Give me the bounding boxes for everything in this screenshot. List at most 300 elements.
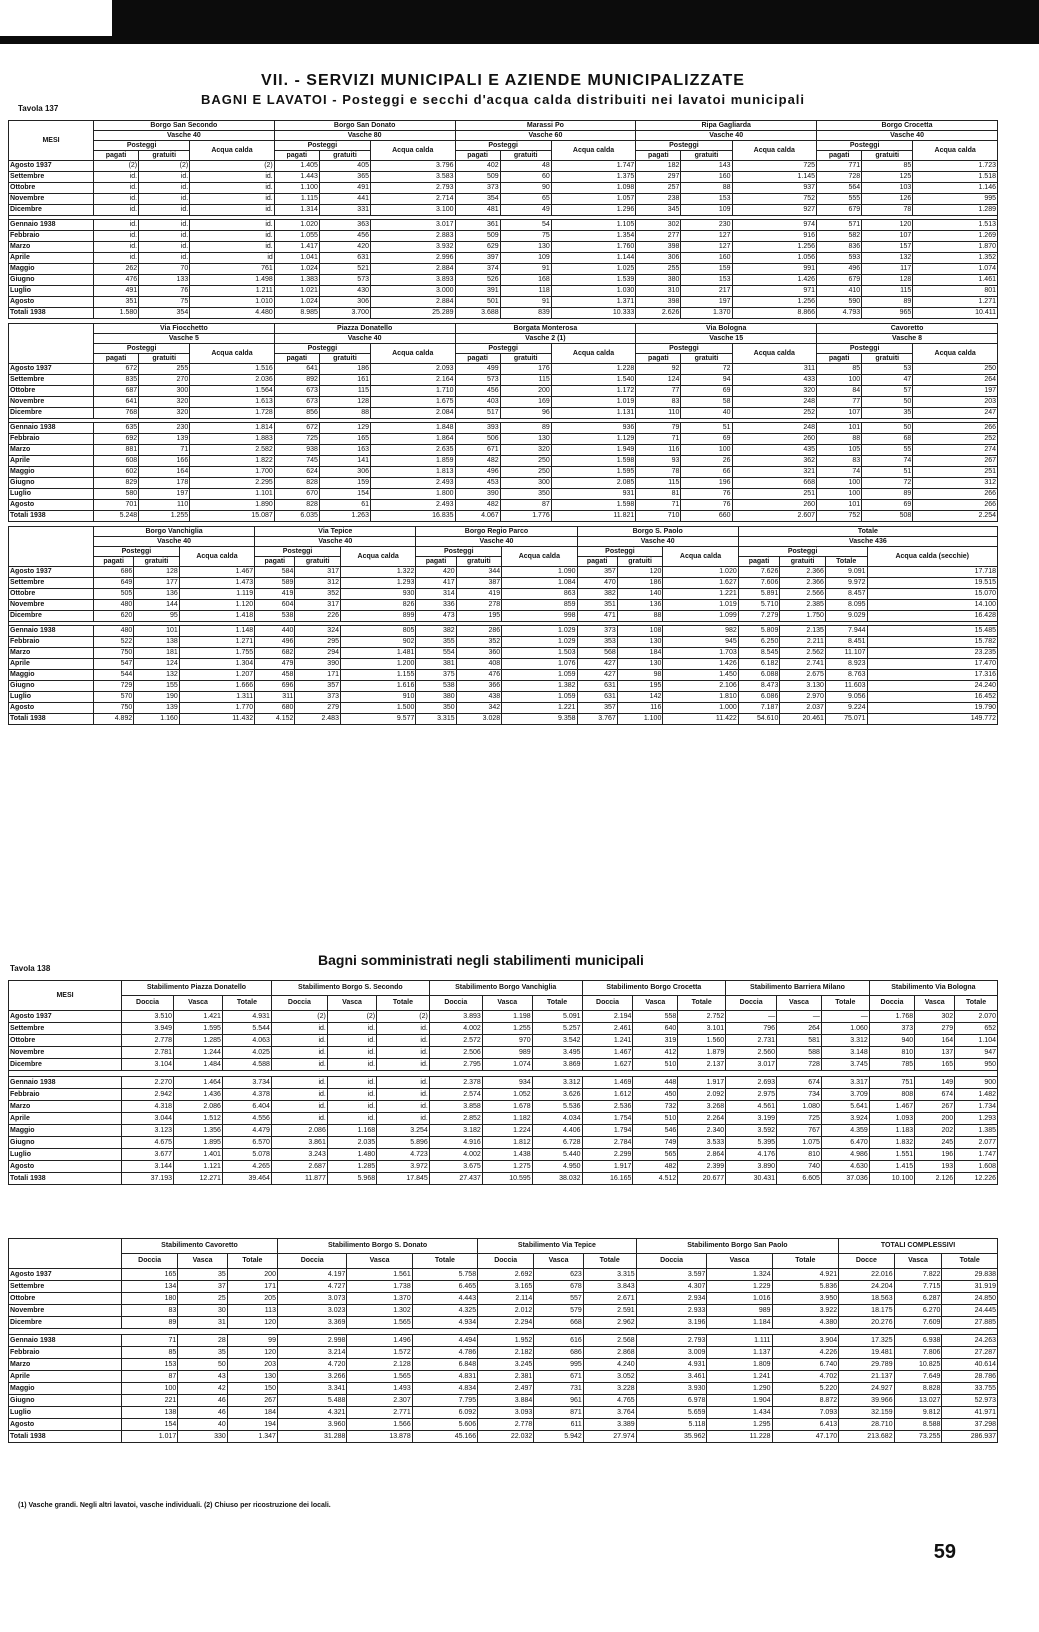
total-value: 11.228 <box>707 1431 772 1443</box>
cell-value: 150 <box>227 1383 277 1395</box>
cell-value: 768 <box>94 408 139 419</box>
totali-value: 41.971 <box>942 1407 998 1419</box>
cell-value: 482 <box>633 1161 678 1173</box>
cell-value: 178 <box>139 478 190 489</box>
cell-value: 2.671 <box>583 1293 636 1305</box>
cell-value: 35 <box>862 408 913 419</box>
vasche-count: Vasche 40 <box>636 131 817 141</box>
sub-header: Vasca <box>482 996 532 1011</box>
cell-value: id. <box>271 1047 327 1059</box>
cell-value: 270 <box>139 375 190 386</box>
cell-value: 1.890 <box>190 500 275 511</box>
cell-value: 245 <box>915 1137 955 1149</box>
cell-value: id. <box>139 194 190 205</box>
cell-value: 136 <box>617 600 663 611</box>
cell-value: 1.561 <box>347 1269 412 1281</box>
table-row <box>9 205 998 216</box>
cell-value: 1.352 <box>913 253 998 264</box>
cell-value: 53 <box>862 364 913 375</box>
month-label: Giugno <box>9 1137 122 1149</box>
cell-value: 181 <box>134 648 180 659</box>
totali-value: 7.822 <box>894 1269 942 1281</box>
sub-header: Vasca <box>327 996 376 1011</box>
totali-value: 32.159 <box>839 1407 894 1419</box>
vasche-count: Vasche 2 (1) <box>455 334 636 344</box>
cell-value: 6.465 <box>412 1281 477 1293</box>
sub-header: Vasca <box>633 996 678 1011</box>
cell-value: 8.095 <box>825 600 867 611</box>
cell-value: 139 <box>139 434 190 445</box>
acqua-header: Acqua calda <box>502 547 577 567</box>
cell-value: 136 <box>134 589 180 600</box>
cell-value: 40 <box>681 408 732 419</box>
cell-value: 470 <box>577 578 617 589</box>
cell-value: 226 <box>295 611 341 622</box>
month-label: Aprile <box>9 1371 122 1383</box>
cell-value: 555 <box>817 194 862 205</box>
cell-value: 1.750 <box>780 611 826 622</box>
totali-value: 19.481 <box>839 1347 894 1359</box>
cell-value: 1.060 <box>821 1023 869 1035</box>
cell-value: 1.020 <box>663 567 738 578</box>
cell-value: 1.129 <box>551 434 636 445</box>
cell-value: 1.084 <box>502 578 577 589</box>
cell-value: 433 <box>732 375 817 386</box>
cell-value: 350 <box>416 703 456 714</box>
cell-value: 1.503 <box>502 648 577 659</box>
table-row <box>9 1347 998 1359</box>
cell-value: 2.497 <box>478 1383 534 1395</box>
sub-header: Doccia <box>636 1254 707 1269</box>
cell-value: 1.256 <box>732 297 817 308</box>
cell-value: 1.241 <box>707 1371 772 1383</box>
cell-value: 277 <box>636 231 681 242</box>
cell-value: 3.266 <box>277 1371 346 1383</box>
month-label: Novembre <box>9 397 94 408</box>
cell-value: 69 <box>681 434 732 445</box>
table-row <box>9 1419 998 1431</box>
cell-value: 357 <box>577 703 617 714</box>
table-row <box>9 231 998 242</box>
cell-value: 2.070 <box>955 1011 998 1023</box>
totali-value: 28.710 <box>839 1419 894 1431</box>
month-label: Dicembre <box>9 205 94 216</box>
cell-value: 3.243 <box>271 1149 327 1161</box>
cell-value: 1.496 <box>347 1335 412 1347</box>
total-value: 710 <box>636 511 681 522</box>
month-label: Luglio <box>9 286 94 297</box>
cell-value: 11.107 <box>825 648 867 659</box>
cell-value: 3.709 <box>821 1089 869 1101</box>
cell-value: 1.016 <box>707 1293 772 1305</box>
total-value: 37.036 <box>821 1173 869 1185</box>
cell-value: id. <box>327 1101 376 1113</box>
cell-value: 3.904 <box>772 1335 839 1347</box>
cell-value: 4.561 <box>726 1101 777 1113</box>
cell-value: 311 <box>255 692 295 703</box>
month-label: Febbraio <box>9 1347 122 1359</box>
cell-value: 130 <box>617 637 663 648</box>
cell-value: 1.041 <box>274 253 319 264</box>
cell-value: 5.395 <box>726 1137 777 1149</box>
cell-value: 1.760 <box>551 242 636 253</box>
table-row <box>9 286 998 297</box>
cell-value: 440 <box>255 626 295 637</box>
cell-value: 1.148 <box>179 626 254 637</box>
cell-value: 573 <box>455 375 500 386</box>
cell-value: 1.093 <box>869 1113 914 1125</box>
total-value: 2.126 <box>915 1173 955 1185</box>
cell-value: id <box>190 253 275 264</box>
cell-value: 1.293 <box>955 1113 998 1125</box>
cell-value: 2.086 <box>174 1101 223 1113</box>
cell-value: 169 <box>500 397 551 408</box>
month-label: Ottobre <box>9 183 94 194</box>
vasche-count: Vasche 5 <box>94 334 275 344</box>
cell-value: 87 <box>500 500 551 511</box>
month-label: Agosto <box>9 500 94 511</box>
cell-value: 354 <box>455 194 500 205</box>
cell-value: 74 <box>862 456 913 467</box>
cell-value: 410 <box>817 286 862 297</box>
month-label: Marzo <box>9 445 94 456</box>
month-label: Dicembre <box>9 408 94 419</box>
cell-value: 89 <box>862 297 913 308</box>
cell-value: 374 <box>455 264 500 275</box>
pagati-header: pagati <box>817 354 862 364</box>
total-value: 16.835 <box>370 511 455 522</box>
table-row <box>9 375 998 386</box>
cell-value: 2.086 <box>271 1125 327 1137</box>
cell-value: 196 <box>681 478 732 489</box>
cell-value: 23.235 <box>867 648 997 659</box>
cell-value: 1.512 <box>174 1113 223 1125</box>
group-name: Borgo S. Paolo <box>577 527 738 537</box>
cell-value: 589 <box>255 578 295 589</box>
cell-value: 1.417 <box>274 242 319 253</box>
cell-value: 934 <box>482 1077 532 1089</box>
cell-value: 205 <box>227 1293 277 1305</box>
cell-value: 620 <box>94 611 134 622</box>
total-value: 54.610 <box>738 714 780 725</box>
cell-value: 517 <box>455 408 500 419</box>
cell-value: 109 <box>500 253 551 264</box>
gratuiti-header: gratuiti <box>862 151 913 161</box>
table-row <box>9 703 998 714</box>
cell-value: 2.381 <box>478 1371 534 1383</box>
cell-value: 120 <box>227 1347 277 1359</box>
cell-value: 405 <box>319 161 370 172</box>
month-label: Agosto <box>9 297 94 308</box>
cell-value: 835 <box>94 375 139 386</box>
cell-value: 1.304 <box>179 659 254 670</box>
table-row <box>9 183 998 194</box>
cell-value: (2) <box>190 161 275 172</box>
totali-value: 24.850 <box>942 1293 998 1305</box>
cell-value: 4.265 <box>222 1161 271 1173</box>
lavatoi-block-1 <box>8 120 998 319</box>
cell-value: 2.731 <box>726 1035 777 1047</box>
cell-value: 989 <box>482 1047 532 1059</box>
cell-value: 8.457 <box>825 589 867 600</box>
cell-value: 2.295 <box>190 478 275 489</box>
cell-value: 70 <box>139 264 190 275</box>
group-name: Borgo San Secondo <box>94 121 275 131</box>
table-row <box>9 408 998 419</box>
cell-value: 6.413 <box>772 1419 839 1431</box>
cell-value: 153 <box>681 275 732 286</box>
total-value: 20.461 <box>780 714 826 725</box>
sub-header: Totale <box>532 996 582 1011</box>
cell-value: 2.135 <box>780 626 826 637</box>
cell-value: 481 <box>455 205 500 216</box>
month-label: Marzo <box>9 648 94 659</box>
cell-value: 692 <box>94 434 139 445</box>
cell-value: 1.870 <box>913 242 998 253</box>
month-label: Giugno <box>9 1395 122 1407</box>
cell-value: 420 <box>319 242 370 253</box>
cell-value: 734 <box>777 1089 822 1101</box>
cell-value: 177 <box>134 578 180 589</box>
cell-value: 5.606 <box>412 1419 477 1431</box>
cell-value: 1.182 <box>482 1113 532 1125</box>
pagati-header: pagati <box>94 354 139 364</box>
cell-value: 8.923 <box>825 659 867 670</box>
cell-value: 2.864 <box>678 1149 726 1161</box>
cell-value: 180 <box>122 1293 178 1305</box>
month-label: Agosto 1937 <box>9 364 94 375</box>
cell-value: 510 <box>633 1113 678 1125</box>
cell-value: 1.450 <box>663 670 738 681</box>
cell-value: 1.155 <box>340 670 415 681</box>
totali-value: 33.755 <box>942 1383 998 1395</box>
cell-value: 1.516 <box>190 364 275 375</box>
cell-value: 159 <box>319 478 370 489</box>
cell-value: 438 <box>456 692 502 703</box>
stabilimento-name: Stabilimento Piazza Donatello <box>122 981 272 996</box>
cell-value: 4.063 <box>222 1035 271 1047</box>
total-value: 3.315 <box>416 714 456 725</box>
cell-value: 1.598 <box>551 456 636 467</box>
cell-value: 419 <box>255 589 295 600</box>
total-label: Totali 1938 <box>9 511 94 522</box>
cell-value: 2.037 <box>780 703 826 714</box>
cell-value: 85 <box>817 364 862 375</box>
cell-value: 1.493 <box>347 1383 412 1395</box>
sub-header: Totale <box>412 1254 477 1269</box>
cell-value: 2.883 <box>370 231 455 242</box>
total-value: 9.358 <box>502 714 577 725</box>
cell-value: 950 <box>955 1059 998 1071</box>
cell-value: 2.399 <box>678 1161 726 1173</box>
cell-value: 1.183 <box>869 1125 914 1137</box>
cell-value: 3.542 <box>532 1035 582 1047</box>
sub-header: Vasca <box>534 1254 583 1269</box>
cell-value: 916 <box>732 231 817 242</box>
cell-value: 8.763 <box>825 670 867 681</box>
total-value: 17.845 <box>377 1173 430 1185</box>
month-label: Maggio <box>9 670 94 681</box>
group-name: Borgo Regio Parco <box>416 527 577 537</box>
cell-value: 881 <box>94 445 139 456</box>
cell-value: 673 <box>274 397 319 408</box>
cell-value: 116 <box>617 703 663 714</box>
cell-value: 5.544 <box>222 1023 271 1035</box>
cell-value: 2.934 <box>636 1293 707 1305</box>
cell-value: 238 <box>636 194 681 205</box>
sub-header: Totale <box>583 1254 636 1269</box>
cell-value: 1.464 <box>174 1077 223 1089</box>
gratuiti-header: gratuiti <box>139 354 190 364</box>
cell-value: 473 <box>416 611 456 622</box>
total-value: 12.271 <box>174 1173 223 1185</box>
cell-value: 31 <box>178 1317 228 1329</box>
cell-value: 1.952 <box>478 1335 534 1347</box>
cell-value: 171 <box>295 670 341 681</box>
cell-value: 4.588 <box>222 1059 271 1071</box>
cell-value: 91 <box>500 264 551 275</box>
cell-value: 1.029 <box>502 626 577 637</box>
sub-header: Doccia <box>726 996 777 1011</box>
table-row <box>9 1407 998 1419</box>
total-value: 37.193 <box>122 1173 174 1185</box>
total-value: 752 <box>817 511 862 522</box>
cell-value: 1.498 <box>190 275 275 286</box>
cell-value: 88 <box>617 611 663 622</box>
cell-value: 15.485 <box>867 626 997 637</box>
cell-value: 78 <box>862 205 913 216</box>
cell-value: 649 <box>94 578 134 589</box>
cell-value: — <box>821 1011 869 1023</box>
cell-value: 3.199 <box>726 1113 777 1125</box>
cell-value: 200 <box>915 1113 955 1125</box>
cell-value: 351 <box>577 600 617 611</box>
cell-value: 126 <box>862 194 913 205</box>
cell-value: 750 <box>94 703 134 714</box>
cell-value: 144 <box>134 600 180 611</box>
cell-value: 251 <box>913 467 998 478</box>
cell-value: 1.076 <box>502 659 577 670</box>
cell-value: 1.030 <box>551 286 636 297</box>
month-label: Agosto <box>9 703 94 714</box>
cell-value: 1.482 <box>955 1089 998 1101</box>
table-row <box>9 297 998 308</box>
month-label: Ottobre <box>9 386 94 397</box>
cell-value: 2.933 <box>636 1305 707 1317</box>
cell-value: 101 <box>134 626 180 637</box>
totali-value: 7.609 <box>894 1317 942 1329</box>
cell-value: 1.500 <box>340 703 415 714</box>
cell-value: 611 <box>534 1419 583 1431</box>
cell-value: 393 <box>455 423 500 434</box>
table-row <box>9 242 998 253</box>
table-row <box>9 500 998 511</box>
cell-value: 940 <box>869 1035 914 1047</box>
cell-value: 55 <box>862 445 913 456</box>
pagati-header: pagati <box>94 557 134 567</box>
cell-value: 1.322 <box>340 567 415 578</box>
cell-value: id. <box>94 205 139 216</box>
cell-value: 17.316 <box>867 670 997 681</box>
cell-value: 4.702 <box>772 1371 839 1383</box>
cell-value: 26 <box>681 456 732 467</box>
cell-value: 96 <box>500 408 551 419</box>
cell-value: 128 <box>134 567 180 578</box>
totali-value: 24.204 <box>839 1281 894 1293</box>
month-label: Agosto 1937 <box>9 1011 122 1023</box>
cell-value: 128 <box>319 397 370 408</box>
cell-value: 320 <box>139 408 190 419</box>
cell-value: 2.675 <box>780 670 826 681</box>
cell-value: 16.428 <box>867 611 997 622</box>
total-value: 11.432 <box>179 714 254 725</box>
total-value: 1.776 <box>500 511 551 522</box>
cell-value: 88 <box>681 183 732 194</box>
cell-value: 1.415 <box>869 1161 914 1173</box>
posteggi-header: Posteggi <box>636 141 732 151</box>
totali-value: 21.137 <box>839 1371 894 1383</box>
total-value: 27.437 <box>429 1173 482 1185</box>
cell-value: 3.745 <box>821 1059 869 1071</box>
cell-value: 1.864 <box>370 434 455 445</box>
cell-value: 279 <box>915 1023 955 1035</box>
cell-value: 456 <box>319 231 370 242</box>
cell-value: 5.809 <box>738 626 780 637</box>
cell-value: 137 <box>915 1047 955 1059</box>
total-value: 4.793 <box>817 308 862 319</box>
cell-value: 375 <box>416 670 456 681</box>
cell-value: 186 <box>617 578 663 589</box>
total-value: 11.877 <box>271 1173 327 1185</box>
cell-value: 11.603 <box>825 681 867 692</box>
cell-value: 2.942 <box>122 1089 174 1101</box>
month-label: Agosto <box>9 1161 122 1173</box>
cell-value: 50 <box>178 1359 228 1371</box>
stabilimento-name: Stabilimento Borgo Vanchiglia <box>429 981 582 996</box>
cell-value: 590 <box>817 297 862 308</box>
cell-value: 910 <box>340 692 415 703</box>
cell-value: 3.104 <box>122 1059 174 1071</box>
cell-value: 3.017 <box>370 220 455 231</box>
cell-value: 686 <box>534 1347 583 1359</box>
cell-value: 3.214 <box>277 1347 346 1359</box>
cell-value: 668 <box>534 1317 583 1329</box>
cell-value: 176 <box>500 364 551 375</box>
table-row <box>9 1113 998 1125</box>
cell-value: 2.461 <box>582 1023 633 1035</box>
cell-value: 7.093 <box>772 1407 839 1419</box>
totali-sub-header: Totale <box>942 1254 998 1269</box>
sub-header: Doccia <box>122 1254 178 1269</box>
cell-value: 568 <box>577 648 617 659</box>
bagni-table-lower <box>8 1238 998 1443</box>
cell-value: 2.884 <box>370 297 455 308</box>
table-row <box>9 264 998 275</box>
cell-value: 430 <box>319 286 370 297</box>
cell-value: 264 <box>777 1023 822 1035</box>
cell-value: 159 <box>681 264 732 275</box>
cell-value: 130 <box>617 659 663 670</box>
cell-value: 571 <box>817 220 862 231</box>
cell-value: 184 <box>617 648 663 659</box>
sub-header: Vasca <box>347 1254 412 1269</box>
cell-value: 2.270 <box>122 1077 174 1089</box>
cell-value: 2.591 <box>583 1305 636 1317</box>
gratuiti-header: gratuiti <box>500 354 551 364</box>
cell-value: 195 <box>456 611 502 622</box>
month-label: Settembre <box>9 375 94 386</box>
totali-total-value: 73.255 <box>894 1431 942 1443</box>
